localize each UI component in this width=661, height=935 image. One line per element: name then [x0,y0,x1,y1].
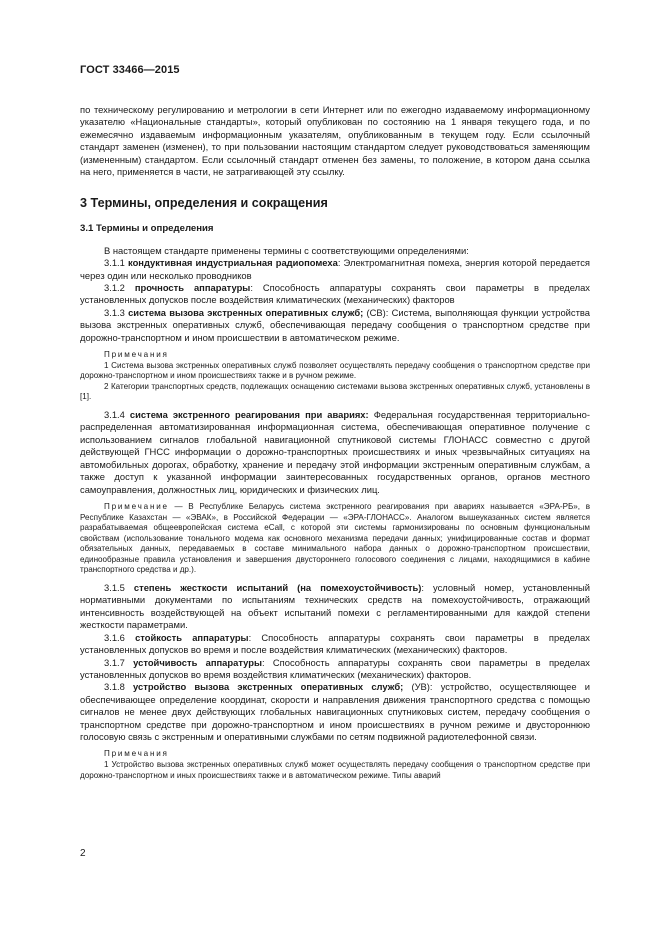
document-header: ГОСТ 33466—2015 [80,64,180,76]
term-name: степень жесткости испытаний (на помехоустойчивость) [133,582,422,594]
term-3-1-8 [80,681,590,743]
term-definition: : Способность аппаратуры сохранять свои параметры в пределах установленных допусков после воздействия климатических (механических) факторов [80,282,590,306]
note-text: — В Республике Беларусь система экстренного реагирования при авариях называется «ЭРА-РБ», в Республике Казахстан — «ЭВАК», в Российской Федерации — «ЭРА-ГЛОНАСС». Аналогом вышеуказанных систем является разрабатываемая общеевропейская система eCall, с которой эти системы гармонизированы по основным функциональным свойствам (использование тонального модема как основного механизма передачи данных; унифицированные состав и формат обязательных данных, передаваемых в составе минимального набора данных о дорожно-транспортном происшествии, единообразные правила установления и завершения двустороннего голосового соединения с лицами, находящимися в кабине транспортного средства и др.). [80,501,590,575]
term-name: система экстренного реагирования при авариях: [129,409,369,421]
notes-title: Примечания [104,749,169,759]
note-title: Примечание [104,501,169,511]
intro-paragraph: по техническому регулированию и метрологии в сети Интернет или по ежегодно издаваемому информационному указателю «Национальные стандарты», который опубликован по состоянию на 1 января текущего года, и по ежемесячно издаваемым информационным указателям, опубликованным в текущем году. Если ссылочный стандарт заменен (изменен), то при пользовании настоящим стандартом следует руководствоваться заменяющим (измененным) стандартом. Если ссылочный стандарт отменен без замены, то положение, в котором дана ссылка на него, применяется в части, не затрагивающей эту ссылку. [80,104,590,178]
term-3-1-3 [80,307,590,344]
term-definition: : Электромагнитная помеха, энергия которой передается через один или несколько проводников [80,257,590,281]
term-definition: (СВ): Система, выполняющая функции устройства вызова экстренных оперативных служб, обеспечивающая передачу сообщения о транспортном средстве при дорожно-транспортном и ином происшествии в автоматическом режиме. [80,306,590,343]
subsection-title: 3.1 Термины и определения [80,223,214,235]
term-name: устройство вызова экстренных оперативных служб; [133,681,404,693]
term-number: 3.1.8 [104,681,134,693]
term-number: 3.1.1 [104,257,128,269]
term-number: 3.1.3 [104,306,129,318]
term-name: стойкость аппаратуры [135,631,249,643]
document-body [80,104,590,781]
term-3-1-1 [80,257,590,282]
term-3-1-6 [80,632,590,657]
term-3-1-4 [80,409,590,496]
term-name: прочность аппаратуры [134,282,251,294]
term-definition: : Способность аппаратуры сохранять свои параметры в пределах установленных допусков во время и после воздействия климатических (механических) факторов. [80,631,590,656]
term-definition: (УВ): устройство, осуществляющее и обеспечивающее определение координат, скорости и направления движения транспортного средства с помощью сигналов не менее двух действующих глобальных навигационных спутниковых систем, передачу сообщения о транспортном средстве при дорожно-транспортном и ином происшествиях в ручном режиме и двустороннюю голосовую связь с экстренным и оперативными службами по сетям подвижной радиотелефонной связи. [80,681,590,742]
term-number: 3.1.4 [104,409,130,421]
note-item: 1 Система вызова экстренных оперативных служб позволяет осуществлять передачу сообщения о транспортном средстве при дорожно-транспортном и ином происшествиях также и в ручном режиме. [80,360,590,381]
page-number: 2 [80,848,86,859]
term-number: 3.1.6 [104,631,136,643]
term-definition: Федеральная государственная территориально-распределенная автоматизированная информационная система, обеспечивающая оперативное получение с использованием сигналов глобальной навигационной спутниковой системы ГЛОНАСС совместно с другой действующей ГНСС информации о дорожно-транспортных происшествиях и иных чрезвычайных ситуациях на автомобильных дорогах, обработку, хранение и передачу этой информации экстренным оперативным службам, а также доступ к указанной информации заинтересованных государственных органов, органов местного самоуправления, должностных лиц, юридических и физических лиц. [80,409,590,495]
lead-paragraph: В настоящем стандарте применены термины с соответствующими определениями: [104,244,469,256]
term-number: 3.1.5 [104,582,134,594]
term-3-1-2 [80,282,590,307]
term-name: кондуктивная индустриальная радиопомеха [128,257,338,269]
note-item: 2 Категории транспортных средств, подлежащих оснащению системами вызова экстренных оперативных служб, установлены в [1]. [80,381,590,402]
term-definition: : условный номер, установленный нормативными документами по испытаниям технических средств на помехоустойчивость, отражающий интенсивность воздействующей на объект испытаний помехи с регламентированными для каждой степени жесткости параметрами. [80,582,590,631]
section-title: 3 Термины, определения и сокращения [80,196,328,211]
term-name: система вызова экстренных оперативных служб; [128,306,364,318]
note-eracall [80,502,590,576]
term-definition: : Способность аппаратуры сохранять свои параметры в пределах установленных допусков во время воздействия климатических (механических) факторов. [80,656,590,680]
term-name: устойчивость аппаратуры [133,656,262,668]
notes-title: Примечания [104,350,169,360]
term-3-1-7 [80,657,590,682]
notes-block-1 [80,350,590,403]
term-number: 3.1.7 [104,656,134,668]
notes-block-3 [80,749,590,781]
term-number: 3.1.2 [104,282,135,294]
term-3-1-5 [80,582,590,632]
note-item: 1 Устройство вызова экстренных оперативных служб может осуществлять передачу сообщения о транспортном средстве при дорожно-транспортном и иных происшествиях также и в автоматическом режиме. Типы аварий [80,759,590,780]
